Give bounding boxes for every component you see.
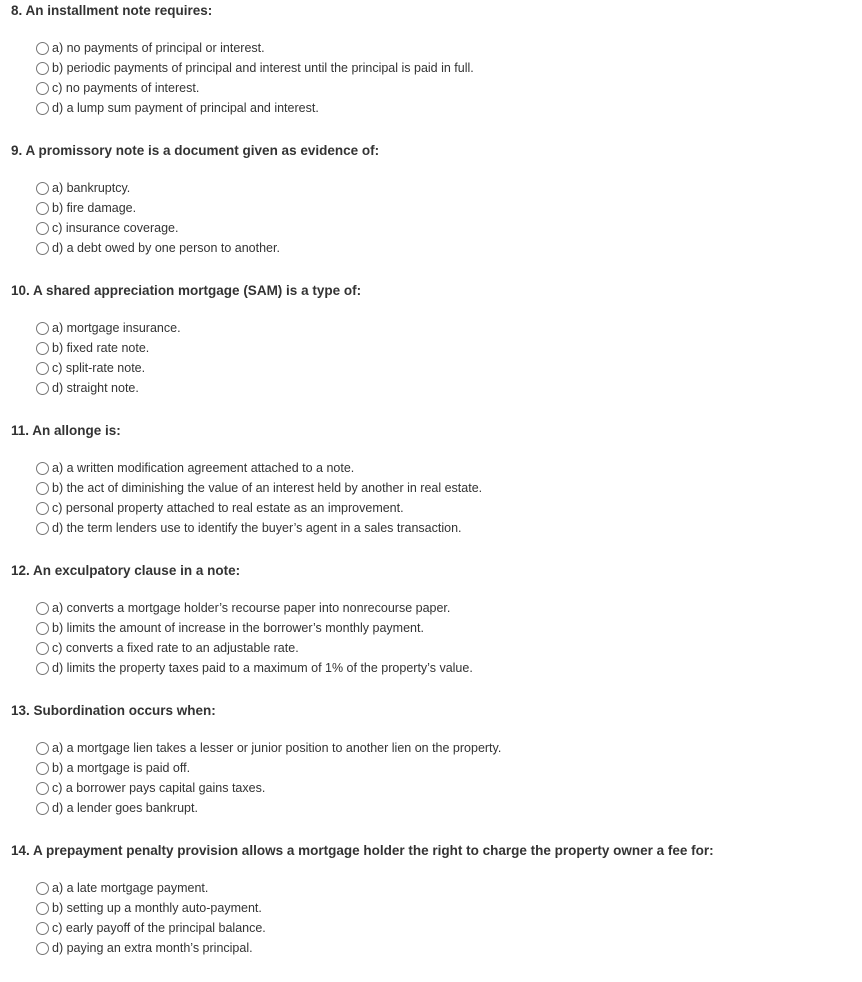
option-label: a) a written modification agreement attached to a note. <box>52 461 355 475</box>
answer-options <box>36 318 181 398</box>
answer-option-a[interactable] <box>36 878 266 898</box>
question-title: 11. An allonge is: <box>11 423 121 438</box>
option-label: a) no payments of principal or interest. <box>52 41 265 55</box>
radio-button[interactable] <box>36 502 49 515</box>
question-title: 8. An installment note requires: <box>11 3 213 18</box>
option-label: c) personal property attached to real estate as an improvement. <box>52 501 404 515</box>
radio-button[interactable] <box>36 102 49 115</box>
radio-button[interactable] <box>36 42 49 55</box>
option-label: c) split-rate note. <box>52 361 146 375</box>
answer-option-d[interactable] <box>36 938 266 958</box>
answer-option-d[interactable] <box>36 658 473 678</box>
radio-button[interactable] <box>36 182 49 195</box>
answer-options <box>36 598 473 678</box>
option-label: b) the act of diminishing the value of an interest held by another in real estate. <box>52 481 483 495</box>
question-title: 13. Subordination occurs when: <box>11 703 216 718</box>
question-9 <box>0 142 862 282</box>
answer-option-a[interactable] <box>36 598 473 618</box>
question-14 <box>0 842 862 982</box>
answer-option-d[interactable] <box>36 378 181 398</box>
radio-button[interactable] <box>36 882 49 895</box>
answer-options <box>36 38 474 118</box>
question-title: 10. A shared appreciation mortgage (SAM) is a type of: <box>11 283 362 298</box>
radio-button[interactable] <box>36 62 49 75</box>
radio-button[interactable] <box>36 382 49 395</box>
radio-button[interactable] <box>36 482 49 495</box>
answer-option-a[interactable] <box>36 738 501 758</box>
answer-option-b[interactable] <box>36 338 181 358</box>
radio-button[interactable] <box>36 642 49 655</box>
answer-option-a[interactable] <box>36 458 482 478</box>
option-label: d) a lender goes bankrupt. <box>52 801 198 815</box>
radio-button[interactable] <box>36 762 49 775</box>
answer-option-a[interactable] <box>36 178 280 198</box>
question-12 <box>0 562 862 702</box>
option-label: a) converts a mortgage holder’s recourse paper into nonrecourse paper. <box>52 601 451 615</box>
radio-button[interactable] <box>36 742 49 755</box>
option-label: d) paying an extra month’s principal. <box>52 941 253 955</box>
option-label: a) a late mortgage payment. <box>52 881 209 895</box>
radio-button[interactable] <box>36 922 49 935</box>
question-title: 9. A promissory note is a document given as evidence of: <box>11 143 380 158</box>
option-label: d) the term lenders use to identify the buyer’s agent in a sales transaction. <box>52 521 462 535</box>
answer-option-c[interactable] <box>36 918 266 938</box>
option-label: a) bankruptcy. <box>52 181 131 195</box>
radio-button[interactable] <box>36 242 49 255</box>
answer-option-a[interactable] <box>36 318 181 338</box>
answer-option-c[interactable] <box>36 78 474 98</box>
option-label: d) a lump sum payment of principal and interest. <box>52 101 319 115</box>
question-10 <box>0 282 862 422</box>
radio-button[interactable] <box>36 802 49 815</box>
answer-option-c[interactable] <box>36 638 473 658</box>
answer-option-b[interactable] <box>36 478 482 498</box>
radio-button[interactable] <box>36 902 49 915</box>
answer-options <box>36 878 266 958</box>
option-label: b) periodic payments of principal and interest until the principal is paid in full. <box>52 61 474 75</box>
answer-option-d[interactable] <box>36 98 474 118</box>
option-label: c) converts a fixed rate to an adjustable rate. <box>52 641 299 655</box>
radio-button[interactable] <box>36 662 49 675</box>
option-label: c) no payments of interest. <box>52 81 200 95</box>
answer-option-b[interactable] <box>36 618 473 638</box>
answer-options <box>36 178 280 258</box>
option-label: b) fixed rate note. <box>52 341 150 355</box>
option-label: d) a debt owed by one person to another. <box>52 241 280 255</box>
answer-option-d[interactable] <box>36 798 501 818</box>
radio-button[interactable] <box>36 622 49 635</box>
option-label: c) a borrower pays capital gains taxes. <box>52 781 266 795</box>
question-11 <box>0 422 862 562</box>
radio-button[interactable] <box>36 602 49 615</box>
radio-button[interactable] <box>36 942 49 955</box>
question-8 <box>0 2 862 142</box>
option-label: b) limits the amount of increase in the borrower’s monthly payment. <box>52 621 424 635</box>
option-label: b) fire damage. <box>52 201 137 215</box>
answer-option-c[interactable] <box>36 358 181 378</box>
answer-option-a[interactable] <box>36 38 474 58</box>
question-title: 12. An exculpatory clause in a note: <box>11 563 241 578</box>
answer-option-d[interactable] <box>36 238 280 258</box>
answer-option-b[interactable] <box>36 898 266 918</box>
option-label: d) straight note. <box>52 381 139 395</box>
answer-options <box>36 738 501 818</box>
radio-button[interactable] <box>36 782 49 795</box>
radio-button[interactable] <box>36 82 49 95</box>
option-label: d) limits the property taxes paid to a maximum of 1% of the property’s value. <box>52 661 473 675</box>
answer-option-b[interactable] <box>36 58 474 78</box>
option-label: c) insurance coverage. <box>52 221 179 235</box>
answer-option-b[interactable] <box>36 198 280 218</box>
option-label: c) early payoff of the principal balance. <box>52 921 266 935</box>
radio-button[interactable] <box>36 362 49 375</box>
option-label: a) a mortgage lien takes a lesser or junior position to another lien on the property. <box>52 741 502 755</box>
radio-button[interactable] <box>36 522 49 535</box>
radio-button[interactable] <box>36 342 49 355</box>
option-label: b) setting up a monthly auto-payment. <box>52 901 262 915</box>
radio-button[interactable] <box>36 202 49 215</box>
answer-option-c[interactable] <box>36 498 482 518</box>
radio-button[interactable] <box>36 462 49 475</box>
answer-options <box>36 458 482 538</box>
answer-option-b[interactable] <box>36 758 501 778</box>
radio-button[interactable] <box>36 322 49 335</box>
answer-option-c[interactable] <box>36 218 280 238</box>
option-label: a) mortgage insurance. <box>52 321 181 335</box>
option-label: b) a mortgage is paid off. <box>52 761 191 775</box>
radio-button[interactable] <box>36 222 49 235</box>
answer-option-d[interactable] <box>36 518 482 538</box>
question-title: 14. A prepayment penalty provision allows a mortgage holder the right to charge the property owner a fee for: <box>11 843 714 858</box>
question-13 <box>0 702 862 842</box>
answer-option-c[interactable] <box>36 778 501 798</box>
